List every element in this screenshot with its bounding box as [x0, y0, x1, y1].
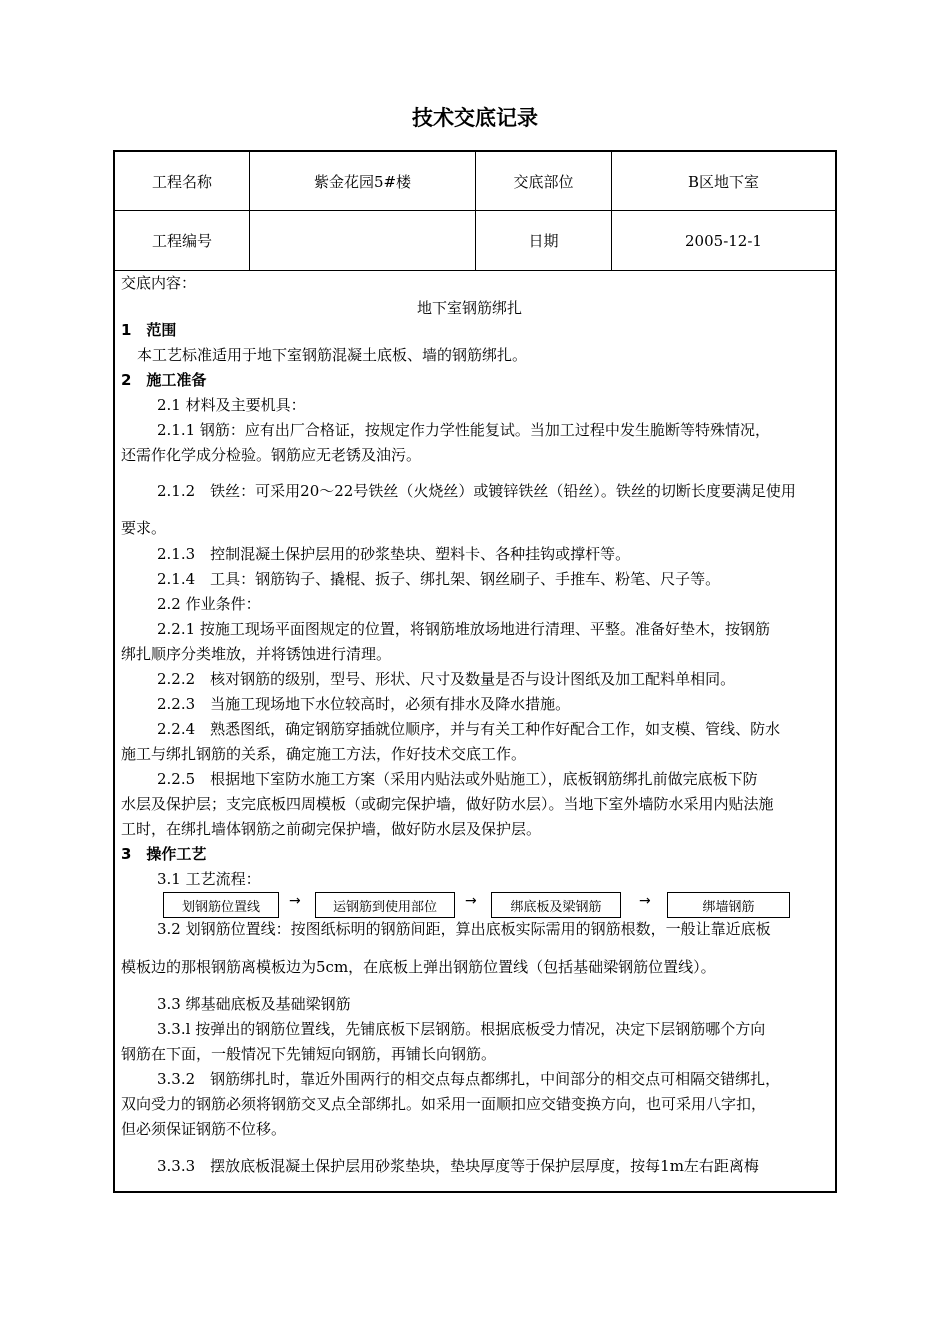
para-3-3-2-line3: 但必须保证钢筋不位移。	[121, 1120, 287, 1138]
para-3-3-3-line1: 3.3.3 摆放底板混凝土保护层用砂浆垫块，垫块厚度等于保护层厚度，按每1m左右距离梅	[157, 1157, 759, 1175]
header-row-2	[115, 211, 835, 271]
flow-step-1: 划钢筋位置线	[163, 892, 279, 918]
para-2-1-2-line2: 要求。	[121, 519, 167, 537]
para-2-2-5-line2: 水层及保护层；支完底板四周模板（或砌完保护墙，做好防水层）。当地下室外墙防水采用内贴法施	[121, 795, 774, 813]
para-3-3: 3.3 绑基础底板及基础梁钢筋	[157, 995, 351, 1013]
project-number-value	[250, 211, 476, 270]
section-2-title: 2 施工准备	[121, 371, 207, 389]
date-value: 2005-12-1	[685, 231, 762, 250]
para-2-2-2: 2.2.2 核对钢筋的级别，型号、形状、尺寸及数量是否与设计图纸及加工配料单相同。	[157, 670, 736, 688]
section-3-title: 3 操作工艺	[121, 845, 207, 863]
flow-step-4: 绑墙钢筋	[667, 892, 790, 918]
flow-arrow-2: →	[465, 893, 477, 909]
para-2-1-1-line1: 2.1.1 钢筋：应有出厂合格证，按规定作力学性能复试。当加工过程中发生脆断等特殊情况，	[157, 421, 770, 439]
flow-arrow-1: →	[289, 893, 301, 909]
para-2-2: 2.2 作业条件：	[157, 595, 261, 613]
para-2-2-3: 2.2.3 当施工现场地下水位较高时，必须有排水及降水措施。	[157, 695, 571, 713]
handover-part-value: B区地下室	[687, 172, 760, 191]
para-2-2-1-line1: 2.2.1 按施工现场平面图规定的位置，将钢筋堆放场地进行清理、平整。准备好垫木，按钢筋	[157, 620, 770, 638]
handover-part-label: 交底部位	[476, 152, 612, 210]
para-2-2-1-line2: 绑扎顺序分类堆放，并将锈蚀进行清理。	[121, 645, 392, 663]
para-2-1: 2.1 材料及主要机具：	[157, 396, 306, 414]
para-3-3-2-line1: 3.3.2 钢筋绑扎时，靠近外围两行的相交点每点都绑扎，中间部分的相交点可相隔交错绑扎，	[157, 1070, 781, 1088]
date-label: 日期	[476, 211, 612, 270]
para-3-2-line2: 模板边的那根钢筋离模板边为5cm，在底板上弹出钢筋位置线（包括基础梁钢筋位置线）。	[121, 958, 716, 976]
para-3-2-line1: 3.2 划钢筋位置线：按图纸标明的钢筋间距，算出底板实际需用的钢筋根数，一般让靠近底板	[157, 920, 771, 938]
flow-arrow-3: →	[639, 893, 651, 909]
project-name-label: 工程名称	[115, 152, 250, 210]
para-3-1: 3.1 工艺流程：	[157, 870, 261, 888]
project-number-label: 工程编号	[115, 211, 250, 270]
header-row-1	[115, 152, 835, 211]
para-2-2-4-line2: 施工与绑扎钢筋的关系，确定施工方法，作好技术交底工作。	[121, 745, 527, 763]
document-title: 技术交底记录	[412, 106, 538, 130]
para-2-1-1-line2: 还需作化学成分检验。钢筋应无老锈及油污。	[121, 446, 422, 464]
content-intro: 交底内容：	[121, 274, 197, 292]
section-1-text: 本工艺标准适用于地下室钢筋混凝土底板、墙的钢筋绑扎。	[137, 346, 528, 364]
para-2-1-4: 2.1.4 工具：钢筋钩子、撬棍、扳子、绑扎架、钢丝刷子、手推车、粉笔、尺子等。	[157, 570, 721, 588]
para-3-3-2-line2: 双向受力的钢筋必须将钢筋交叉点全部绑扎。如采用一面顺扣应交错变换方向，也可采用八字扣，	[121, 1095, 767, 1113]
flow-step-2: 运钢筋到使用部位	[315, 892, 455, 918]
para-3-3-1-line1: 3.3.l 按弹出的钢筋位置线，先铺底板下层钢筋。根据底板受力情况，决定下层钢筋哪个方向	[157, 1020, 766, 1038]
para-2-2-5-line1: 2.2.5 根据地下室防水施工方案（采用内贴法或外贴施工），底板钢筋绑扎前做完底板下防	[157, 770, 758, 788]
para-2-2-5-line3: 工时，在绑扎墙体钢筋之前砌完保护墙，做好防水层及保护层。	[121, 820, 542, 838]
para-2-1-3: 2.1.3 控制混凝土保护层用的砂浆垫块、塑料卡、各种挂钩或撑杆等。	[157, 545, 631, 563]
project-name-value: 紫金花园5#楼	[250, 152, 476, 210]
section-1-title: 1 范围	[121, 321, 177, 339]
para-2-1-2-line1: 2.1.2 铁丝：可采用20～22号铁丝（火烧丝）或镀锌铁丝（铅丝）。铁丝的切断长度要满足使用	[157, 482, 796, 500]
para-2-2-4-line1: 2.2.4 熟悉图纸，确定钢筋穿插就位顺序，并与有关工种作好配合工作，如支模、管线、防水	[157, 720, 781, 738]
flow-step-3: 绑底板及梁钢筋	[491, 892, 621, 918]
para-3-3-1-line2: 钢筋在下面，一般情况下先铺短向钢筋，再铺长向钢筋。	[121, 1045, 497, 1063]
content-subject: 地下室钢筋绑扎	[417, 299, 523, 317]
